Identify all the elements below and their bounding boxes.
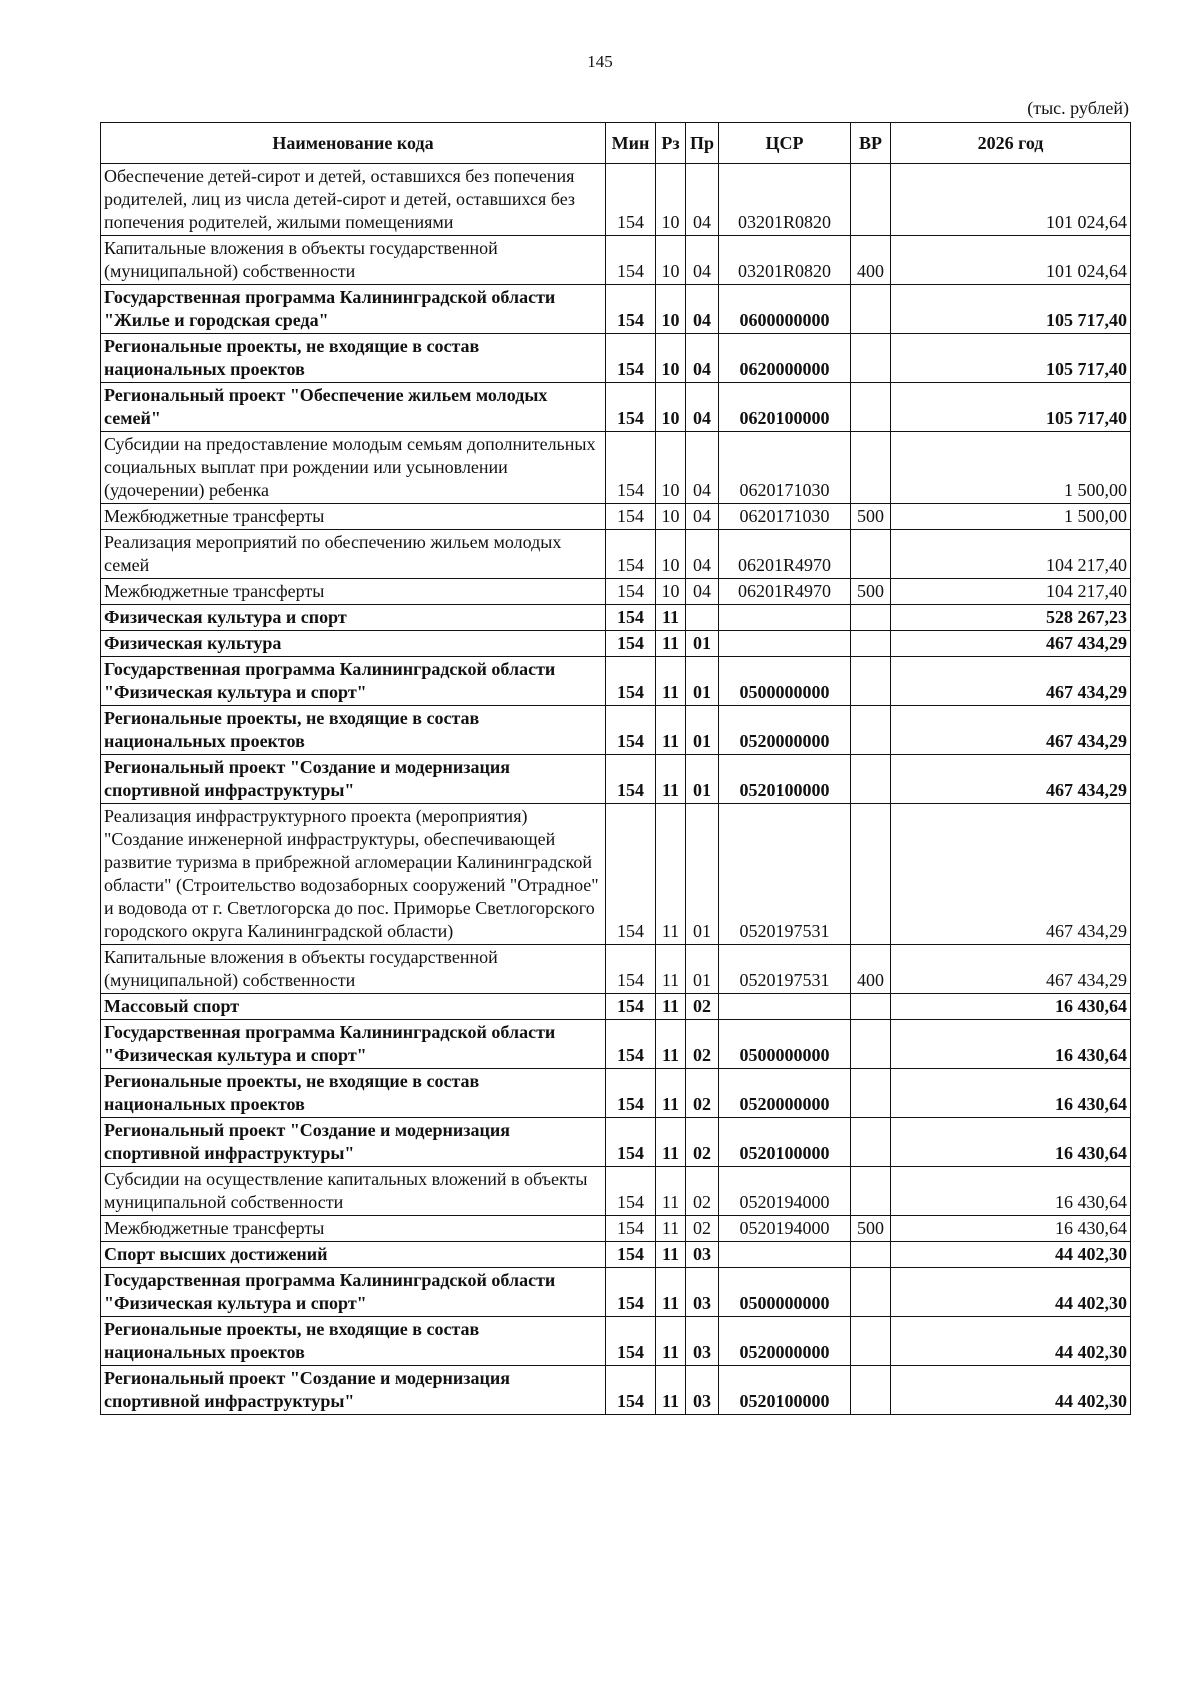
header-vr: ВР — [851, 123, 891, 164]
row-vr — [851, 285, 891, 334]
row-min: 154 — [606, 432, 656, 504]
row-amount: 44 402,30 — [891, 1317, 1131, 1366]
row-rz: 11 — [656, 605, 686, 631]
row-vr — [851, 804, 891, 945]
row-csr: 0620000000 — [719, 334, 851, 383]
row-min: 154 — [606, 530, 656, 579]
row-vr — [851, 1020, 891, 1069]
row-vr — [851, 432, 891, 504]
table-row — [101, 994, 1131, 1020]
row-min: 154 — [606, 504, 656, 530]
row-amount: 105 717,40 — [891, 334, 1131, 383]
row-name: Массовый спорт — [101, 994, 606, 1020]
header-min: Мин — [606, 123, 656, 164]
row-csr: 03201R0820 — [719, 236, 851, 285]
row-rz: 11 — [656, 631, 686, 657]
row-amount: 467 434,29 — [891, 631, 1131, 657]
row-min: 154 — [606, 1167, 656, 1216]
row-csr: 06201R4970 — [719, 530, 851, 579]
row-rz: 10 — [656, 530, 686, 579]
row-name: Региональные проекты, не входящие в состав национальных проектов — [101, 1317, 606, 1366]
row-vr: 400 — [851, 236, 891, 285]
row-min: 154 — [606, 236, 656, 285]
row-rz: 11 — [656, 1020, 686, 1069]
row-vr — [851, 1366, 891, 1415]
row-vr — [851, 1242, 891, 1268]
row-min: 154 — [606, 334, 656, 383]
row-vr — [851, 706, 891, 755]
row-csr: 0620171030 — [719, 432, 851, 504]
row-pr: 01 — [686, 657, 719, 706]
row-name: Региональный проект "Создание и модернизация спортивной инфраструктуры" — [101, 1366, 606, 1415]
row-name: Региональный проект "Создание и модернизация спортивной инфраструктуры" — [101, 1118, 606, 1167]
row-pr: 03 — [686, 1268, 719, 1317]
row-rz: 10 — [656, 504, 686, 530]
row-name: Региональные проекты, не входящие в состав национальных проектов — [101, 1069, 606, 1118]
row-pr: 04 — [686, 334, 719, 383]
row-pr: 04 — [686, 530, 719, 579]
row-rz: 11 — [656, 1167, 686, 1216]
row-min: 154 — [606, 804, 656, 945]
row-min: 154 — [606, 755, 656, 804]
row-name: Государственная программа Калининградской области "Жилье и городская среда" — [101, 285, 606, 334]
row-name: Межбюджетные трансферты — [101, 504, 606, 530]
row-pr: 02 — [686, 1118, 719, 1167]
row-amount: 16 430,64 — [891, 1118, 1131, 1167]
row-name: Региональный проект "Обеспечение жильем молодых семей" — [101, 383, 606, 432]
row-rz: 11 — [656, 1317, 686, 1366]
row-min: 154 — [606, 579, 656, 605]
row-name: Реализация мероприятий по обеспечению жильем молодых семей — [101, 530, 606, 579]
row-vr — [851, 1167, 891, 1216]
row-vr — [851, 1268, 891, 1317]
row-csr: 0520000000 — [719, 706, 851, 755]
row-name: Капитальные вложения в объекты государственной (муниципальной) собственности — [101, 236, 606, 285]
table-row — [101, 1242, 1131, 1268]
row-pr: 03 — [686, 1317, 719, 1366]
row-rz: 11 — [656, 755, 686, 804]
row-csr — [719, 631, 851, 657]
row-amount: 16 430,64 — [891, 1167, 1131, 1216]
row-name: Межбюджетные трансферты — [101, 579, 606, 605]
row-amount: 467 434,29 — [891, 657, 1131, 706]
row-pr: 04 — [686, 579, 719, 605]
row-pr: 02 — [686, 1020, 719, 1069]
row-rz: 11 — [656, 1268, 686, 1317]
row-pr: 01 — [686, 804, 719, 945]
row-rz: 11 — [656, 945, 686, 994]
row-rz: 10 — [656, 236, 686, 285]
row-pr: 02 — [686, 1069, 719, 1118]
table-row — [101, 285, 1131, 334]
table-header-row — [101, 123, 1131, 164]
row-vr — [851, 994, 891, 1020]
table-row — [101, 334, 1131, 383]
row-name: Субсидии на осуществление капитальных вложений в объекты муниципальной собственности — [101, 1167, 606, 1216]
row-csr: 0500000000 — [719, 1268, 851, 1317]
table-row — [101, 1069, 1131, 1118]
row-pr: 01 — [686, 755, 719, 804]
table-body — [101, 164, 1131, 1415]
row-vr — [851, 755, 891, 804]
table-row — [101, 945, 1131, 994]
table-row — [101, 605, 1131, 631]
row-min: 154 — [606, 1268, 656, 1317]
row-amount: 44 402,30 — [891, 1268, 1131, 1317]
row-rz: 11 — [656, 1118, 686, 1167]
row-name: Государственная программа Калининградской области "Физическая культура и спорт" — [101, 1020, 606, 1069]
row-csr: 0520100000 — [719, 755, 851, 804]
row-csr: 0520194000 — [719, 1167, 851, 1216]
row-pr: 03 — [686, 1242, 719, 1268]
table-row — [101, 1317, 1131, 1366]
row-vr — [851, 605, 891, 631]
row-pr — [686, 605, 719, 631]
row-pr: 04 — [686, 236, 719, 285]
row-vr — [851, 1118, 891, 1167]
row-amount: 467 434,29 — [891, 804, 1131, 945]
row-name: Региональные проекты, не входящие в состав национальных проектов — [101, 706, 606, 755]
budget-table — [100, 122, 1131, 1415]
row-min: 154 — [606, 994, 656, 1020]
table-row — [101, 631, 1131, 657]
row-csr: 03201R0820 — [719, 164, 851, 236]
row-rz: 11 — [656, 1069, 686, 1118]
row-name: Региональные проекты, не входящие в состав национальных проектов — [101, 334, 606, 383]
header-name: Наименование кода — [101, 123, 606, 164]
row-csr: 0600000000 — [719, 285, 851, 334]
table-row — [101, 1118, 1131, 1167]
row-amount: 101 024,64 — [891, 236, 1131, 285]
row-csr: 0620171030 — [719, 504, 851, 530]
row-amount: 105 717,40 — [891, 285, 1131, 334]
row-rz: 11 — [656, 1216, 686, 1242]
row-vr: 500 — [851, 504, 891, 530]
row-min: 154 — [606, 383, 656, 432]
row-amount: 16 430,64 — [891, 994, 1131, 1020]
row-vr — [851, 383, 891, 432]
row-amount: 44 402,30 — [891, 1366, 1131, 1415]
row-rz: 10 — [656, 579, 686, 605]
table-row — [101, 657, 1131, 706]
row-min: 154 — [606, 1118, 656, 1167]
row-min: 154 — [606, 605, 656, 631]
row-csr: 0520000000 — [719, 1069, 851, 1118]
table-row — [101, 1268, 1131, 1317]
page-number: 145 — [587, 52, 613, 71]
row-pr: 02 — [686, 994, 719, 1020]
row-name: Капитальные вложения в объекты государственной (муниципальной) собственности — [101, 945, 606, 994]
row-min: 154 — [606, 1317, 656, 1366]
row-pr: 04 — [686, 432, 719, 504]
row-min: 154 — [606, 657, 656, 706]
row-min: 154 — [606, 945, 656, 994]
row-rz: 11 — [656, 657, 686, 706]
row-vr — [851, 334, 891, 383]
units-label: (тыс. рублей) — [1027, 98, 1129, 118]
row-amount: 105 717,40 — [891, 383, 1131, 432]
row-pr: 04 — [686, 285, 719, 334]
table-row — [101, 804, 1131, 945]
row-pr: 03 — [686, 1366, 719, 1415]
row-amount: 528 267,23 — [891, 605, 1131, 631]
row-rz: 11 — [656, 1242, 686, 1268]
row-rz: 11 — [656, 1366, 686, 1415]
table-row — [101, 1216, 1131, 1242]
row-pr: 04 — [686, 383, 719, 432]
row-amount: 1 500,00 — [891, 504, 1131, 530]
row-csr: 0520000000 — [719, 1317, 851, 1366]
row-rz: 10 — [656, 383, 686, 432]
row-amount: 16 430,64 — [891, 1069, 1131, 1118]
table-row — [101, 530, 1131, 579]
header-rz: Рз — [656, 123, 686, 164]
row-csr: 0500000000 — [719, 657, 851, 706]
row-min: 154 — [606, 1069, 656, 1118]
row-csr — [719, 1242, 851, 1268]
row-name: Государственная программа Калининградской области "Физическая культура и спорт" — [101, 1268, 606, 1317]
row-pr: 04 — [686, 164, 719, 236]
row-csr: 0520197531 — [719, 945, 851, 994]
row-amount: 104 217,40 — [891, 530, 1131, 579]
row-min: 154 — [606, 1242, 656, 1268]
table-row — [101, 164, 1131, 236]
row-min: 154 — [606, 164, 656, 236]
row-vr — [851, 164, 891, 236]
row-name: Государственная программа Калининградской области "Физическая культура и спорт" — [101, 657, 606, 706]
row-vr: 400 — [851, 945, 891, 994]
row-name: Региональный проект "Создание и модернизация спортивной инфраструктуры" — [101, 755, 606, 804]
row-amount: 104 217,40 — [891, 579, 1131, 605]
header-csr: ЦСР — [719, 123, 851, 164]
table-row — [101, 1167, 1131, 1216]
row-pr: 02 — [686, 1167, 719, 1216]
row-amount: 16 430,64 — [891, 1216, 1131, 1242]
row-rz: 10 — [656, 164, 686, 236]
row-pr: 01 — [686, 706, 719, 755]
row-vr: 500 — [851, 579, 891, 605]
row-min: 154 — [606, 285, 656, 334]
table-row — [101, 755, 1131, 804]
row-csr: 0520197531 — [719, 804, 851, 945]
row-csr: 0520194000 — [719, 1216, 851, 1242]
header-pr: Пр — [686, 123, 719, 164]
row-csr: 0620100000 — [719, 383, 851, 432]
row-name: Субсидии на предоставление молодым семьям дополнительных социальных выплат при рождении или усыновлении (удочерении) ребенка — [101, 432, 606, 504]
row-vr — [851, 631, 891, 657]
row-pr: 01 — [686, 945, 719, 994]
table-row — [101, 1020, 1131, 1069]
row-pr: 02 — [686, 1216, 719, 1242]
table-row — [101, 706, 1131, 755]
row-min: 154 — [606, 631, 656, 657]
row-rz: 10 — [656, 285, 686, 334]
row-min: 154 — [606, 1020, 656, 1069]
row-amount: 467 434,29 — [891, 755, 1131, 804]
table-row — [101, 1366, 1131, 1415]
row-amount: 1 500,00 — [891, 432, 1131, 504]
row-name: Физическая культура — [101, 631, 606, 657]
row-name: Спорт высших достижений — [101, 1242, 606, 1268]
row-csr: 0520100000 — [719, 1366, 851, 1415]
row-name: Обеспечение детей-сирот и детей, оставшихся без попечения родителей, лиц из числа детей-сирот и детей, оставшихся без попечения родителей, жилыми помещениями — [101, 164, 606, 236]
row-amount: 467 434,29 — [891, 706, 1131, 755]
row-pr: 04 — [686, 504, 719, 530]
row-min: 154 — [606, 1366, 656, 1415]
row-amount: 16 430,64 — [891, 1020, 1131, 1069]
row-rz: 10 — [656, 334, 686, 383]
row-min: 154 — [606, 1216, 656, 1242]
table-row — [101, 579, 1131, 605]
table-row — [101, 432, 1131, 504]
row-rz: 11 — [656, 804, 686, 945]
row-vr — [851, 657, 891, 706]
table-row — [101, 236, 1131, 285]
table-row — [101, 504, 1131, 530]
row-amount: 44 402,30 — [891, 1242, 1131, 1268]
row-name: Межбюджетные трансферты — [101, 1216, 606, 1242]
row-min: 154 — [606, 706, 656, 755]
row-rz: 11 — [656, 706, 686, 755]
row-rz: 10 — [656, 432, 686, 504]
row-vr — [851, 1317, 891, 1366]
table-row — [101, 383, 1131, 432]
header-year: 2026 год — [891, 123, 1131, 164]
row-name: Физическая культура и спорт — [101, 605, 606, 631]
row-csr: 0500000000 — [719, 1020, 851, 1069]
row-amount: 467 434,29 — [891, 945, 1131, 994]
row-vr: 500 — [851, 1216, 891, 1242]
row-pr: 01 — [686, 631, 719, 657]
row-csr — [719, 605, 851, 631]
row-amount: 101 024,64 — [891, 164, 1131, 236]
row-name: Реализация инфраструктурного проекта (мероприятия) "Создание инженерной инфраструктуры, обеспечивающей развитие туризма в прибрежной агломерации Калининградской области" (Строительство водозаборных сооружений "Отрадное" и водовода от г. Светлогорска до пос. Приморье Светлогорского городского округа Калининградской области) — [101, 804, 606, 945]
row-csr: 0520100000 — [719, 1118, 851, 1167]
row-csr: 06201R4970 — [719, 579, 851, 605]
row-rz: 11 — [656, 994, 686, 1020]
row-csr — [719, 994, 851, 1020]
row-vr — [851, 530, 891, 579]
row-vr — [851, 1069, 891, 1118]
